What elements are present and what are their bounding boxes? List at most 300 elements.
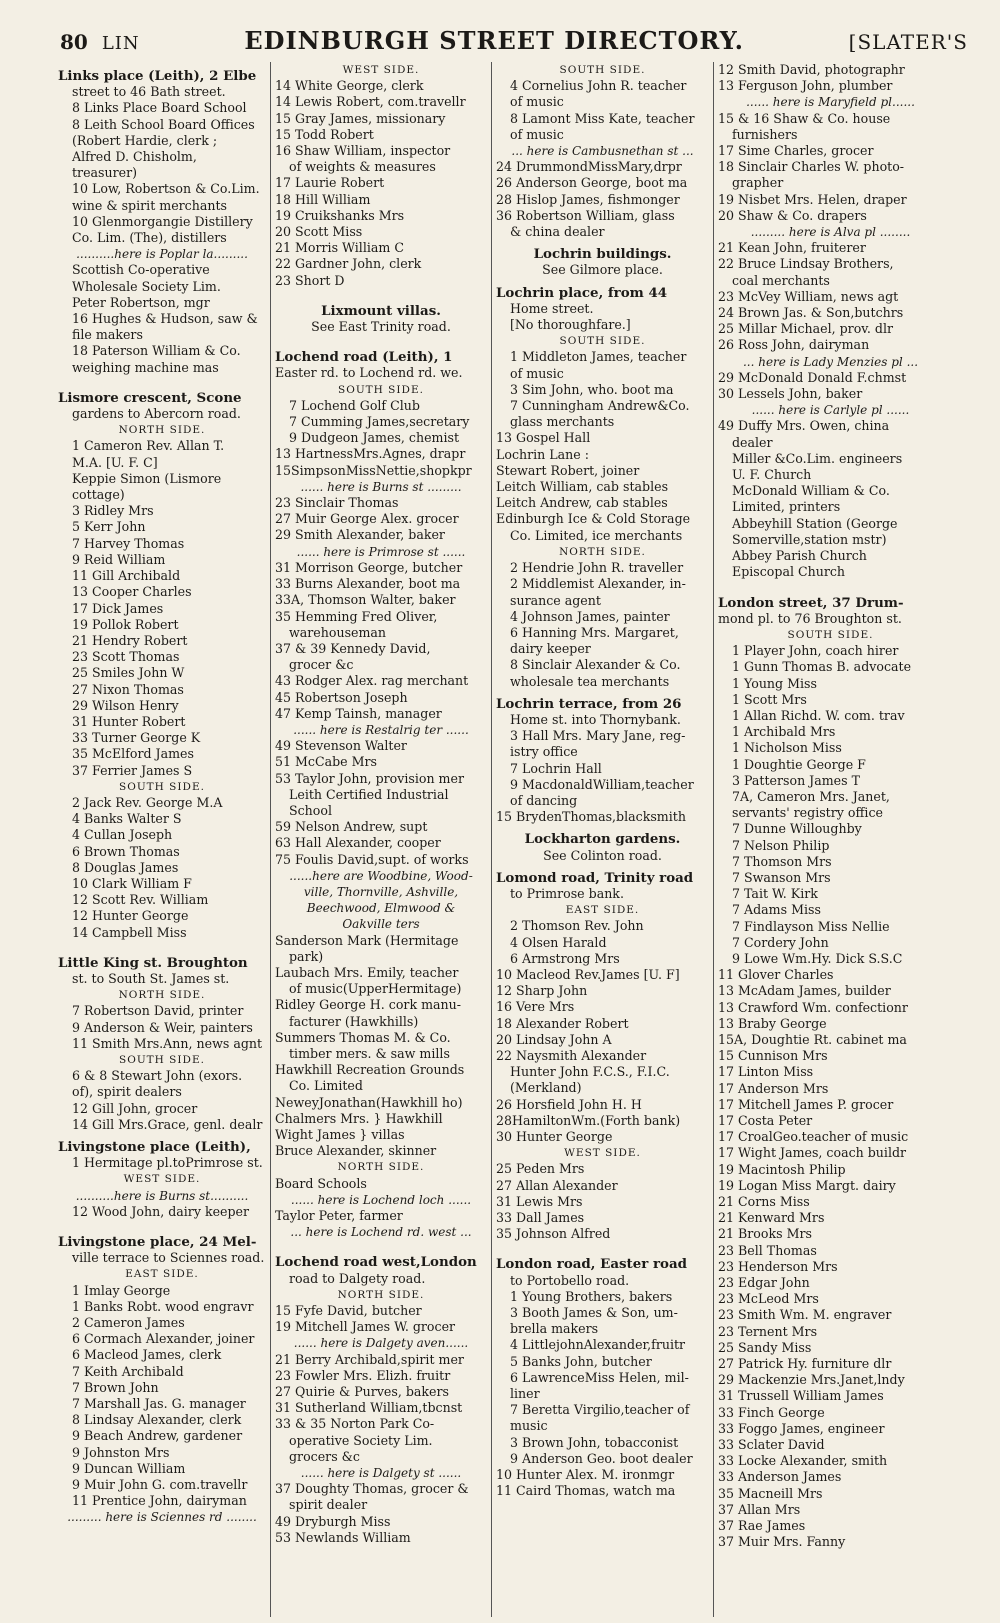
entry-continuation: grocers &c xyxy=(289,1448,360,1464)
directory-entry: 3 Patterson James T xyxy=(732,772,861,788)
directory-entry: Edinburgh Ice & Cold Storage xyxy=(496,511,691,527)
directory-entry: 23 McVey William, news agt xyxy=(718,288,899,304)
street-heading: Little King st. Broughton xyxy=(58,954,248,971)
directory-entry: 21 Hendry Robert xyxy=(72,632,188,648)
directory-entry: 27 Patrick Hy. furniture dlr xyxy=(718,1356,892,1372)
directory-entry: 4 Cornelius John R. teacher xyxy=(510,78,687,94)
street-heading: London road, Easter road xyxy=(496,1256,687,1273)
directory-entry: 3 Booth James & Son, um- xyxy=(510,1305,678,1321)
directory-entry: 15 & 16 Shaw & Co. house xyxy=(718,110,891,126)
directory-entry: 7 Harvey Thomas xyxy=(72,535,185,551)
directory-entry: 33 Dall James xyxy=(496,1210,585,1226)
spacer xyxy=(496,1242,709,1250)
directory-entry: 33A, Thomson Walter, baker xyxy=(275,592,456,608)
entry-continuation: grocer &c xyxy=(289,657,354,673)
directory-entry: 14 White George, clerk xyxy=(275,78,424,94)
directory-entry: 7 Beretta Virgilio,teacher of xyxy=(510,1402,690,1418)
side-label: WEST SIDE. xyxy=(342,64,420,76)
directory-entry: 4 Olsen Harald xyxy=(510,934,607,950)
directory-entry: 33 Finch George xyxy=(718,1404,825,1420)
directory-entry: 20 Shaw & Co. drapers xyxy=(718,207,867,223)
directory-entry: 7 Dunne Willoughby xyxy=(732,821,862,837)
see-reference: See Colinton road. xyxy=(543,847,662,863)
page-number: 80 xyxy=(60,30,88,54)
cross-street-note: ...... here is Dalgety aven...... xyxy=(293,1336,469,1351)
side-label: NORTH SIDE. xyxy=(118,989,206,1002)
entry-continuation: of), spirit dealers xyxy=(72,1084,182,1100)
directory-entry: 51 McCabe Mrs xyxy=(275,754,378,770)
cross-street-note: ... here is Lochend rd. west ... xyxy=(290,1225,472,1240)
directory-entry: 15 Todd Robert xyxy=(275,126,374,142)
column-4 xyxy=(713,62,947,1617)
directory-entry: 23 Scott Thomas xyxy=(72,649,180,665)
entry-continuation: of dancing xyxy=(510,792,578,808)
directory-entry: 45 Robertson Joseph xyxy=(275,689,408,705)
directory-entry: 22 Bruce Lindsay Brothers, xyxy=(718,256,894,272)
directory-entry: 29 McDonald Donald F.chmst xyxy=(718,369,907,385)
directory-entry: 1 Cameron Rev. Allan T. xyxy=(72,438,225,454)
directory-entry: 30 Hunter George xyxy=(496,1129,613,1144)
cross-street-note: ... here is Lady Menzies pl ... xyxy=(742,354,919,369)
directory-entry: 21 Kean John, fruiterer xyxy=(718,240,866,256)
directory-entry: 47 Kemp Tainsh, manager xyxy=(275,705,442,721)
directory-entry: 1 Young Brothers, bakers xyxy=(510,1288,673,1304)
directory-entry: 63 Hall Alexander, cooper xyxy=(275,835,441,851)
directory-entry: 8 Sinclair Alexander & Co. xyxy=(510,657,681,673)
directory-entry: 31 Lewis Mrs xyxy=(496,1193,583,1209)
directory-entry: 23 Edgar John xyxy=(718,1275,810,1291)
directory-entry: 9 Beach Andrew, gardener xyxy=(72,1428,243,1444)
entry-continuation: Home st. into Thornybank. xyxy=(510,711,681,727)
column-3 xyxy=(491,62,713,1617)
cross-street-note: ... here is Cambusnethan st ... xyxy=(511,144,694,159)
directory-entry: 1 Banks Robt. wood engravr xyxy=(72,1298,254,1314)
directory-entry: 25 Sandy Miss xyxy=(718,1339,812,1355)
directory-entry: 25 Millar Michael, prov. dlr xyxy=(718,321,894,337)
side-label: NORTH SIDE. xyxy=(559,545,646,558)
directory-entry: 10 Low, Robertson & Co.Lim. xyxy=(72,181,260,197)
entry-continuation: Co. Lim. (The), distillers xyxy=(72,230,227,246)
entry-continuation: Somerville,station mstr) xyxy=(732,531,887,547)
directory-entry: 37 Muir Mrs. Fanny xyxy=(718,1534,846,1550)
street-heading: Links place (Leith), 2 Elbe xyxy=(58,68,257,84)
entry-continuation: Abbeyhill Station (George xyxy=(732,515,898,531)
cross-street-note: ...... here is Burns st ......... xyxy=(300,479,462,494)
entry-continuation: Leith Certified Industrial xyxy=(289,786,449,802)
side-label: NORTH SIDE. xyxy=(118,424,206,437)
directory-entry: 11 Glover Charles xyxy=(718,967,834,983)
directory-entry: 31 Trussell William James xyxy=(718,1388,884,1404)
directory-entry: 9 Anderson Geo. boot dealer xyxy=(510,1450,693,1466)
directory-entry: 21 Brooks Mrs xyxy=(718,1226,812,1242)
directory-entry: 33 Anderson James xyxy=(718,1469,842,1485)
directory-entry: 1 Middleton James, teacher xyxy=(510,349,687,365)
entry-continuation: & china dealer xyxy=(510,224,605,240)
directory-entry: 17 Sime Charles, grocer xyxy=(718,143,874,159)
entry-continuation: file makers xyxy=(72,327,143,343)
entry-continuation: warehouseman xyxy=(289,624,387,640)
entry-continuation: timber mers. & saw mills xyxy=(289,1045,450,1061)
side-label: SOUTH SIDE. xyxy=(559,335,646,348)
directory-entry: 25 Smiles John W xyxy=(72,665,185,681)
directory-entry: 26 Anderson George, boot ma xyxy=(496,175,688,191)
directory-entry: 31 Hunter Robert xyxy=(72,713,186,729)
directory-entry: Bruce Alexander, skinner xyxy=(275,1143,437,1159)
entry-continuation: (Robert Hardie, clerk ; xyxy=(72,132,218,148)
directory-entry: 1 Hermitage pl.toPrimrose st. xyxy=(72,1155,263,1171)
directory-entry: 8 Leith School Board Offices xyxy=(72,116,255,132)
directory-entry: 7 Tait W. Kirk xyxy=(732,886,818,902)
directory-entry: Easter rd. to Lochend rd. we. xyxy=(275,365,463,381)
entry-continuation: Scottish Co-operative xyxy=(72,262,210,278)
directory-entry: Board Schools xyxy=(275,1175,367,1191)
directory-entry: 12 Hunter George xyxy=(72,908,189,924)
directory-entry: 11 Prentice John, dairyman xyxy=(72,1493,247,1509)
directory-entry: Hawkhill Recreation Grounds xyxy=(275,1062,465,1078)
directory-entry: 43 Rodger Alex. rag merchant xyxy=(275,673,469,689)
directory-entry: 14 Lewis Robert, com.travellr xyxy=(275,94,466,110)
entry-continuation: music xyxy=(510,1418,548,1434)
street-heading: Livingstone place (Leith), xyxy=(58,1139,251,1155)
directory-entry: 18 Alexander Robert xyxy=(496,1015,629,1031)
directory-entry: 37 Doughty Thomas, grocer & xyxy=(275,1481,469,1497)
directory-entry: 23 McLeod Mrs xyxy=(718,1291,819,1307)
directory-entry: 14 Campbell Miss xyxy=(72,924,187,940)
entry-continuation: of music xyxy=(510,365,564,381)
directory-entry: 1 Archibald Mrs xyxy=(732,724,836,740)
entry-continuation: of music xyxy=(510,126,564,142)
directory-entry: 23 Fowler Mrs. Elizh. fruitr xyxy=(275,1367,451,1383)
directory-entry: 33 & 35 Norton Park Co- xyxy=(275,1416,435,1432)
directory-entry: 8 Douglas James xyxy=(72,859,179,875)
directory-entry: 29 Mackenzie Mrs.Janet,lndy xyxy=(718,1372,905,1388)
directory-entry: 37 Ferrier James S xyxy=(72,762,193,778)
directory-entry: 9 Dudgeon James, chemist xyxy=(289,430,460,446)
directory-entry: 30 Lessels John, baker xyxy=(718,386,863,402)
directory-entry: 35 McElford James xyxy=(72,746,194,762)
directory-entry: 10 Hunter Alex. M. ironmgr xyxy=(496,1467,675,1483)
cross-street-note: ......... here is Alva pl ........ xyxy=(750,225,911,240)
directory-entry: 75 Foulis David,supt. of works xyxy=(275,851,469,867)
directory-entry: 9 Lowe Wm.Hy. Dick S.S.C xyxy=(732,950,903,966)
directory-entry: 2 Thomson Rev. John xyxy=(510,918,644,934)
directory-entry: 9 Duncan William xyxy=(72,1460,186,1476)
directory-entry: 1 Imlay George xyxy=(72,1282,171,1298)
street-heading: Lochrin terrace, from 26 xyxy=(496,695,682,712)
directory-entry: 12 Gill John, grocer xyxy=(72,1100,198,1116)
directory-entry: 7 Robertson David, printer xyxy=(72,1003,244,1019)
directory-entry: 1 Young Miss xyxy=(732,675,817,691)
cross-street-note: ...... here is Maryfield pl...... xyxy=(746,95,915,110)
directory-entry: Laubach Mrs. Emily, teacher xyxy=(275,964,459,980)
directory-entry: 4 Johnson James, painter xyxy=(510,608,670,624)
directory-entry: NeweyJonathan(Hawkhill ho) xyxy=(275,1094,463,1110)
directory-entry: 13 Braby George xyxy=(718,1015,827,1031)
street-heading: Livingstone place, 24 Mel- xyxy=(58,1234,257,1251)
directory-entry: Taylor Peter, farmer xyxy=(275,1208,403,1224)
directory-entry: 3 Sim John, who. boot ma xyxy=(510,381,674,397)
directory-entry: 23 Ternent Mrs xyxy=(718,1323,818,1339)
directory-entry: 7 Cumming James,secretary xyxy=(289,414,470,430)
entry-continuation: U. F. Church xyxy=(732,467,812,483)
directory-entry: 7A, Cameron Mrs. Janet, xyxy=(732,788,890,804)
directory-entry: 19 Pollok Robert xyxy=(72,616,179,632)
directory-entry: 33 Locke Alexander, smith xyxy=(718,1453,888,1469)
directory-entry: 27 Quirie & Purves, bakers xyxy=(275,1384,449,1400)
entry-continuation: facturer (Hawkhills) xyxy=(289,1013,419,1029)
directory-entry: 23 Short D xyxy=(275,272,345,288)
spacer xyxy=(58,941,266,949)
directory-entry: 14 Gill Mrs.Grace, genl. dealr xyxy=(72,1116,263,1132)
street-heading: Lochend road west,London xyxy=(275,1254,477,1271)
cross-street-note: ...... here is Dalgety st ...... xyxy=(300,1466,462,1481)
directory-entry: 18 Sinclair Charles W. photo- xyxy=(718,159,905,175)
directory-entry: 7 Findlayson Miss Nellie xyxy=(732,918,890,934)
directory-entry: 19 Logan Miss Margt. dairy xyxy=(718,1177,896,1193)
directory-entry: 12 Wood John, dairy keeper xyxy=(72,1203,250,1219)
directory-entry: 33 Sclater David xyxy=(718,1437,825,1453)
directory-entry: 23 Bell Thomas xyxy=(718,1242,817,1258)
side-label: SOUTH SIDE. xyxy=(119,780,205,793)
entry-continuation: liner xyxy=(510,1386,540,1402)
directory-entry: mond pl. to 76 Broughton st. xyxy=(718,610,902,626)
entry-continuation: glass merchants xyxy=(510,414,615,430)
directory-entry: 17 Linton Miss xyxy=(718,1064,814,1080)
entry-continuation: Miller &Co.Lim. engineers xyxy=(732,450,903,466)
entry-continuation: to Primrose bank. xyxy=(510,885,624,901)
directory-entry: 33 Foggo James, engineer xyxy=(718,1420,885,1436)
cross-street-note: ..........here is Burns st.......... xyxy=(75,1188,249,1203)
directory-entry: 26 Ross John, dairyman xyxy=(718,337,870,353)
cross-street-note: ...... here is Restalrig ter ...... xyxy=(293,722,469,737)
directory-entry: 37 & 39 Kennedy David, xyxy=(275,640,431,656)
directory-entry: Ridley George H. cork manu- xyxy=(275,997,462,1013)
directory-entry: 7 Brown John xyxy=(72,1379,159,1395)
directory-entry: Leitch William, cab stables xyxy=(496,479,669,495)
directory-entry: 7 Adams Miss xyxy=(732,902,821,918)
entry-continuation: School xyxy=(289,802,332,818)
entry-continuation: brella makers xyxy=(510,1321,599,1337)
directory-entry: 37 Allan Mrs xyxy=(718,1501,801,1517)
directory-entry: 9 Anderson & Weir, painters xyxy=(72,1019,253,1035)
entry-continuation: surance agent xyxy=(510,592,601,608)
entry-continuation: Abbey Parish Church xyxy=(732,548,867,564)
entry-continuation: road to Dalgety road. xyxy=(289,1270,426,1286)
directory-entry: 17 CroalGeo.teacher of music xyxy=(718,1129,909,1145)
directory-entry: 29 Wilson Henry xyxy=(72,697,179,713)
page-title: EDINBURGH STREET DIRECTORY. xyxy=(244,26,744,55)
entry-continuation: furnishers xyxy=(732,126,798,142)
entry-continuation: [No thoroughfare.] xyxy=(510,317,631,333)
side-label: EAST SIDE. xyxy=(125,1268,199,1281)
directory-entry: 12 Smith David, photographr xyxy=(718,62,905,77)
directory-entry: 6 Hanning Mrs. Margaret, xyxy=(510,624,679,640)
entry-continuation: M.A. [U. F. C] xyxy=(72,454,158,470)
directory-entry: 26 Horsfield John H. H xyxy=(496,1096,642,1112)
directory-entry: 23 Smith Wm. M. engraver xyxy=(718,1307,892,1323)
directory-entry: 8 Links Place Board School xyxy=(72,100,247,116)
column-1 xyxy=(54,62,270,1617)
directory-entry: 49 Dryburgh Miss xyxy=(275,1513,391,1529)
directory-entry: 4 Banks Walter S xyxy=(72,811,182,827)
cross-street-note: ...... here is Carlyle pl ...... xyxy=(751,403,910,418)
directory-entry: 17 Mitchell James P. grocer xyxy=(718,1096,894,1112)
directory-entry: 1 Nicholson Miss xyxy=(732,740,842,756)
directory-entry: 16 Shaw William, inspector xyxy=(275,143,451,159)
entry-continuation: (Merkland) xyxy=(510,1080,582,1096)
spacer xyxy=(275,335,487,343)
cross-street-note: ......... here is Sciennes rd ........ xyxy=(67,1510,257,1525)
cross-street-note: Oakville ters xyxy=(342,917,420,932)
directory-entry: 27 Allan Alexander xyxy=(496,1177,618,1193)
entry-continuation: Co. Limited, ice merchants xyxy=(510,527,683,543)
directory-entry: 35 Macneill Mrs xyxy=(718,1485,823,1501)
directory-entry: 49 Duffy Mrs. Owen, china xyxy=(718,418,890,434)
side-label: NORTH SIDE. xyxy=(337,1288,425,1301)
see-reference: See East Trinity road. xyxy=(311,319,451,335)
directory-entry: Lochrin Lane : xyxy=(496,446,589,462)
cross-street-note: Beechwood, Elmwood & xyxy=(306,901,456,916)
directory-entry: 1 Scott Mrs xyxy=(732,691,807,707)
directory-entry: 13 Gospel Hall xyxy=(496,430,591,446)
directory-entry: 24 Brown Jas. & Son,butchrs xyxy=(718,305,904,321)
directory-entry: 6 LawrenceMiss Helen, mil- xyxy=(510,1369,689,1385)
entry-continuation: dairy keeper xyxy=(510,641,591,657)
directory-entry: 4 Cullan Joseph xyxy=(72,827,173,843)
entry-continuation: Wholesale Society Lim. xyxy=(72,278,221,294)
entry-continuation: treasurer) xyxy=(72,165,138,181)
directory-entry: 35 Hemming Fred Oliver, xyxy=(275,608,438,624)
directory-entry: 7 Keith Archibald xyxy=(72,1363,184,1379)
directory-entry: 22 Gardner John, clerk xyxy=(275,256,422,272)
directory-entry: 22 Naysmith Alexander xyxy=(496,1047,647,1063)
entry-continuation: Peter Robertson, mgr xyxy=(72,294,210,310)
directory-entry: 27 Muir George Alex. grocer xyxy=(275,511,459,527)
directory-entry: 19 Nisbet Mrs. Helen, draper xyxy=(718,191,907,207)
directory-entry: 1 Allan Richd. W. com. trav xyxy=(732,707,905,723)
directory-entry: 24 DrummondMissMary,drpr xyxy=(496,159,682,175)
directory-entry: 7 Swanson Mrs xyxy=(732,869,831,885)
directory-entry: 21 Kenward Mrs xyxy=(718,1210,825,1226)
side-label: NORTH SIDE. xyxy=(337,1161,425,1174)
directory-entry: 21 Berry Archibald,spirit mer xyxy=(275,1351,464,1367)
directory-entry: 17 Costa Peter xyxy=(718,1113,813,1128)
directory-entry: 31 Sutherland William,tbcnst xyxy=(275,1400,463,1416)
entry-continuation: wholesale tea merchants xyxy=(510,673,670,689)
directory-entry: 7 Marshall Jas. G. manager xyxy=(72,1396,246,1412)
directory-entry: 37 Rae James xyxy=(718,1518,806,1534)
street-heading: Lochend road (Leith), 1 xyxy=(275,349,453,366)
side-label: SOUTH SIDE. xyxy=(119,1053,205,1066)
cross-street-note: ville, Thornville, Ashville, xyxy=(303,884,459,899)
directory-entry: 8 Lamont Miss Kate, teacher xyxy=(510,110,695,126)
directory-entry: 2 Middlemist Alexander, in- xyxy=(510,576,686,592)
directory-entry: 16 Vere Mrs xyxy=(496,999,575,1015)
directory-entry: 6 Armstrong Mrs xyxy=(510,950,620,966)
entry-continuation: Home street. xyxy=(510,300,594,316)
directory-entry: 23 Henderson Mrs xyxy=(718,1258,838,1274)
spacer xyxy=(275,289,487,297)
street-heading: Lochrin buildings. xyxy=(533,246,672,263)
directory-entry: 7 Lochend Golf Club xyxy=(289,397,420,413)
directory-entry: 20 Lindsay John A xyxy=(496,1031,612,1047)
directory-entry: 13 Crawford Wm. confectionr xyxy=(718,999,908,1015)
directory-entry: 19 Mitchell James W. grocer xyxy=(275,1319,456,1335)
entry-continuation: Hunter John F.C.S., F.I.C. xyxy=(510,1064,670,1080)
entry-continuation: of music xyxy=(510,94,564,110)
directory-entry: 2 Hendrie John R. traveller xyxy=(510,560,684,576)
directory-entry: 17 Laurie Robert xyxy=(275,175,385,191)
directory-entry: 4 LittlejohnAlexander,fruitr xyxy=(510,1337,686,1353)
directory-entry: 3 Ridley Mrs xyxy=(72,503,154,519)
directory-entry: 12 Scott Rev. William xyxy=(72,892,209,908)
directory-entry: 49 Stevenson Walter xyxy=(275,738,407,754)
directory-entry: 15 Gray James, missionary xyxy=(275,110,446,126)
directory-entry: 13 McAdam James, builder xyxy=(718,983,891,999)
directory-entry: 53 Newlands William xyxy=(275,1529,411,1545)
directory-entry: 59 Nelson Andrew, supt xyxy=(275,819,428,835)
entry-continuation: Alfred D. Chisholm, xyxy=(72,149,197,165)
directory-entry: 10 Clark William F xyxy=(72,875,192,891)
street-heading: Lochrin place, from 44 xyxy=(496,284,668,301)
side-label: SOUTH SIDE. xyxy=(787,628,874,641)
directory-entry: 6 Brown Thomas xyxy=(72,843,180,859)
entry-continuation: wine & spirit merchants xyxy=(72,197,227,213)
side-label: SOUTH SIDE. xyxy=(559,64,646,76)
entry-continuation: weighing machine mas xyxy=(72,359,219,375)
directory-entry: 7 Thomson Mrs xyxy=(732,853,832,869)
directory-entry: 21 Morris William C xyxy=(275,240,404,256)
directory-entry: 11 Gill Archibald xyxy=(72,568,181,584)
street-heading: Lixmount villas. xyxy=(321,302,441,319)
directory-entry: 15 Cunnison Mrs xyxy=(718,1048,828,1064)
entry-continuation: cottage) xyxy=(72,487,125,503)
directory-entry: 1 Player John, coach hirer xyxy=(732,643,899,659)
entry-continuation: spirit dealer xyxy=(289,1497,368,1513)
entry-continuation: Co. Limited xyxy=(289,1078,363,1094)
entry-continuation: istry office xyxy=(510,744,578,760)
directory-entry: 9 Reid William xyxy=(72,551,166,567)
entry-continuation: of music(UpperHermitage) xyxy=(289,981,462,997)
directory-entry: 21 Corns Miss xyxy=(718,1194,810,1210)
spacer xyxy=(275,1240,487,1248)
directory-entry: 15 Fyfe David, butcher xyxy=(275,1303,422,1319)
see-reference: See Gilmore place. xyxy=(542,262,663,278)
directory-entry: Stewart Robert, joiner xyxy=(496,462,640,478)
directory-entry: 23 Sinclair Thomas xyxy=(275,495,399,511)
directory-entry: 9 Muir John G. com.travellr xyxy=(72,1477,248,1493)
entry-continuation: coal merchants xyxy=(732,272,830,288)
directory-entry: 10 Glenmorgangie Distillery xyxy=(72,213,253,229)
directory-entry: 7 Cordery John xyxy=(732,934,829,950)
directory-entry: 35 Johnson Alfred xyxy=(496,1226,611,1242)
directory-entry: 7 Nelson Philip xyxy=(732,837,830,853)
directory-entry: 2 Cameron James xyxy=(72,1315,185,1331)
street-heading: London street, 37 Drum- xyxy=(718,594,904,611)
directory-entry: 28 Hislop James, fishmonger xyxy=(496,191,680,207)
directory-entry: Chalmers Mrs. } Hawkhill xyxy=(275,1110,443,1126)
directory-entry: Sanderson Mark (Hermitage xyxy=(275,932,459,948)
directory-columns xyxy=(54,62,978,1617)
spacer xyxy=(58,376,266,384)
directory-entry: 13 Ferguson John, plumber xyxy=(718,78,893,94)
directory-entry: 5 Kerr John xyxy=(72,519,146,535)
entry-continuation: to Portobello road. xyxy=(510,1272,630,1288)
directory-entry: 6 Cormach Alexander, joiner xyxy=(72,1331,255,1347)
directory-entry: 20 Scott Miss xyxy=(275,224,363,240)
directory-entry: 15A, Doughtie Rt. cabinet ma xyxy=(718,1031,907,1047)
spacer xyxy=(58,1220,266,1228)
